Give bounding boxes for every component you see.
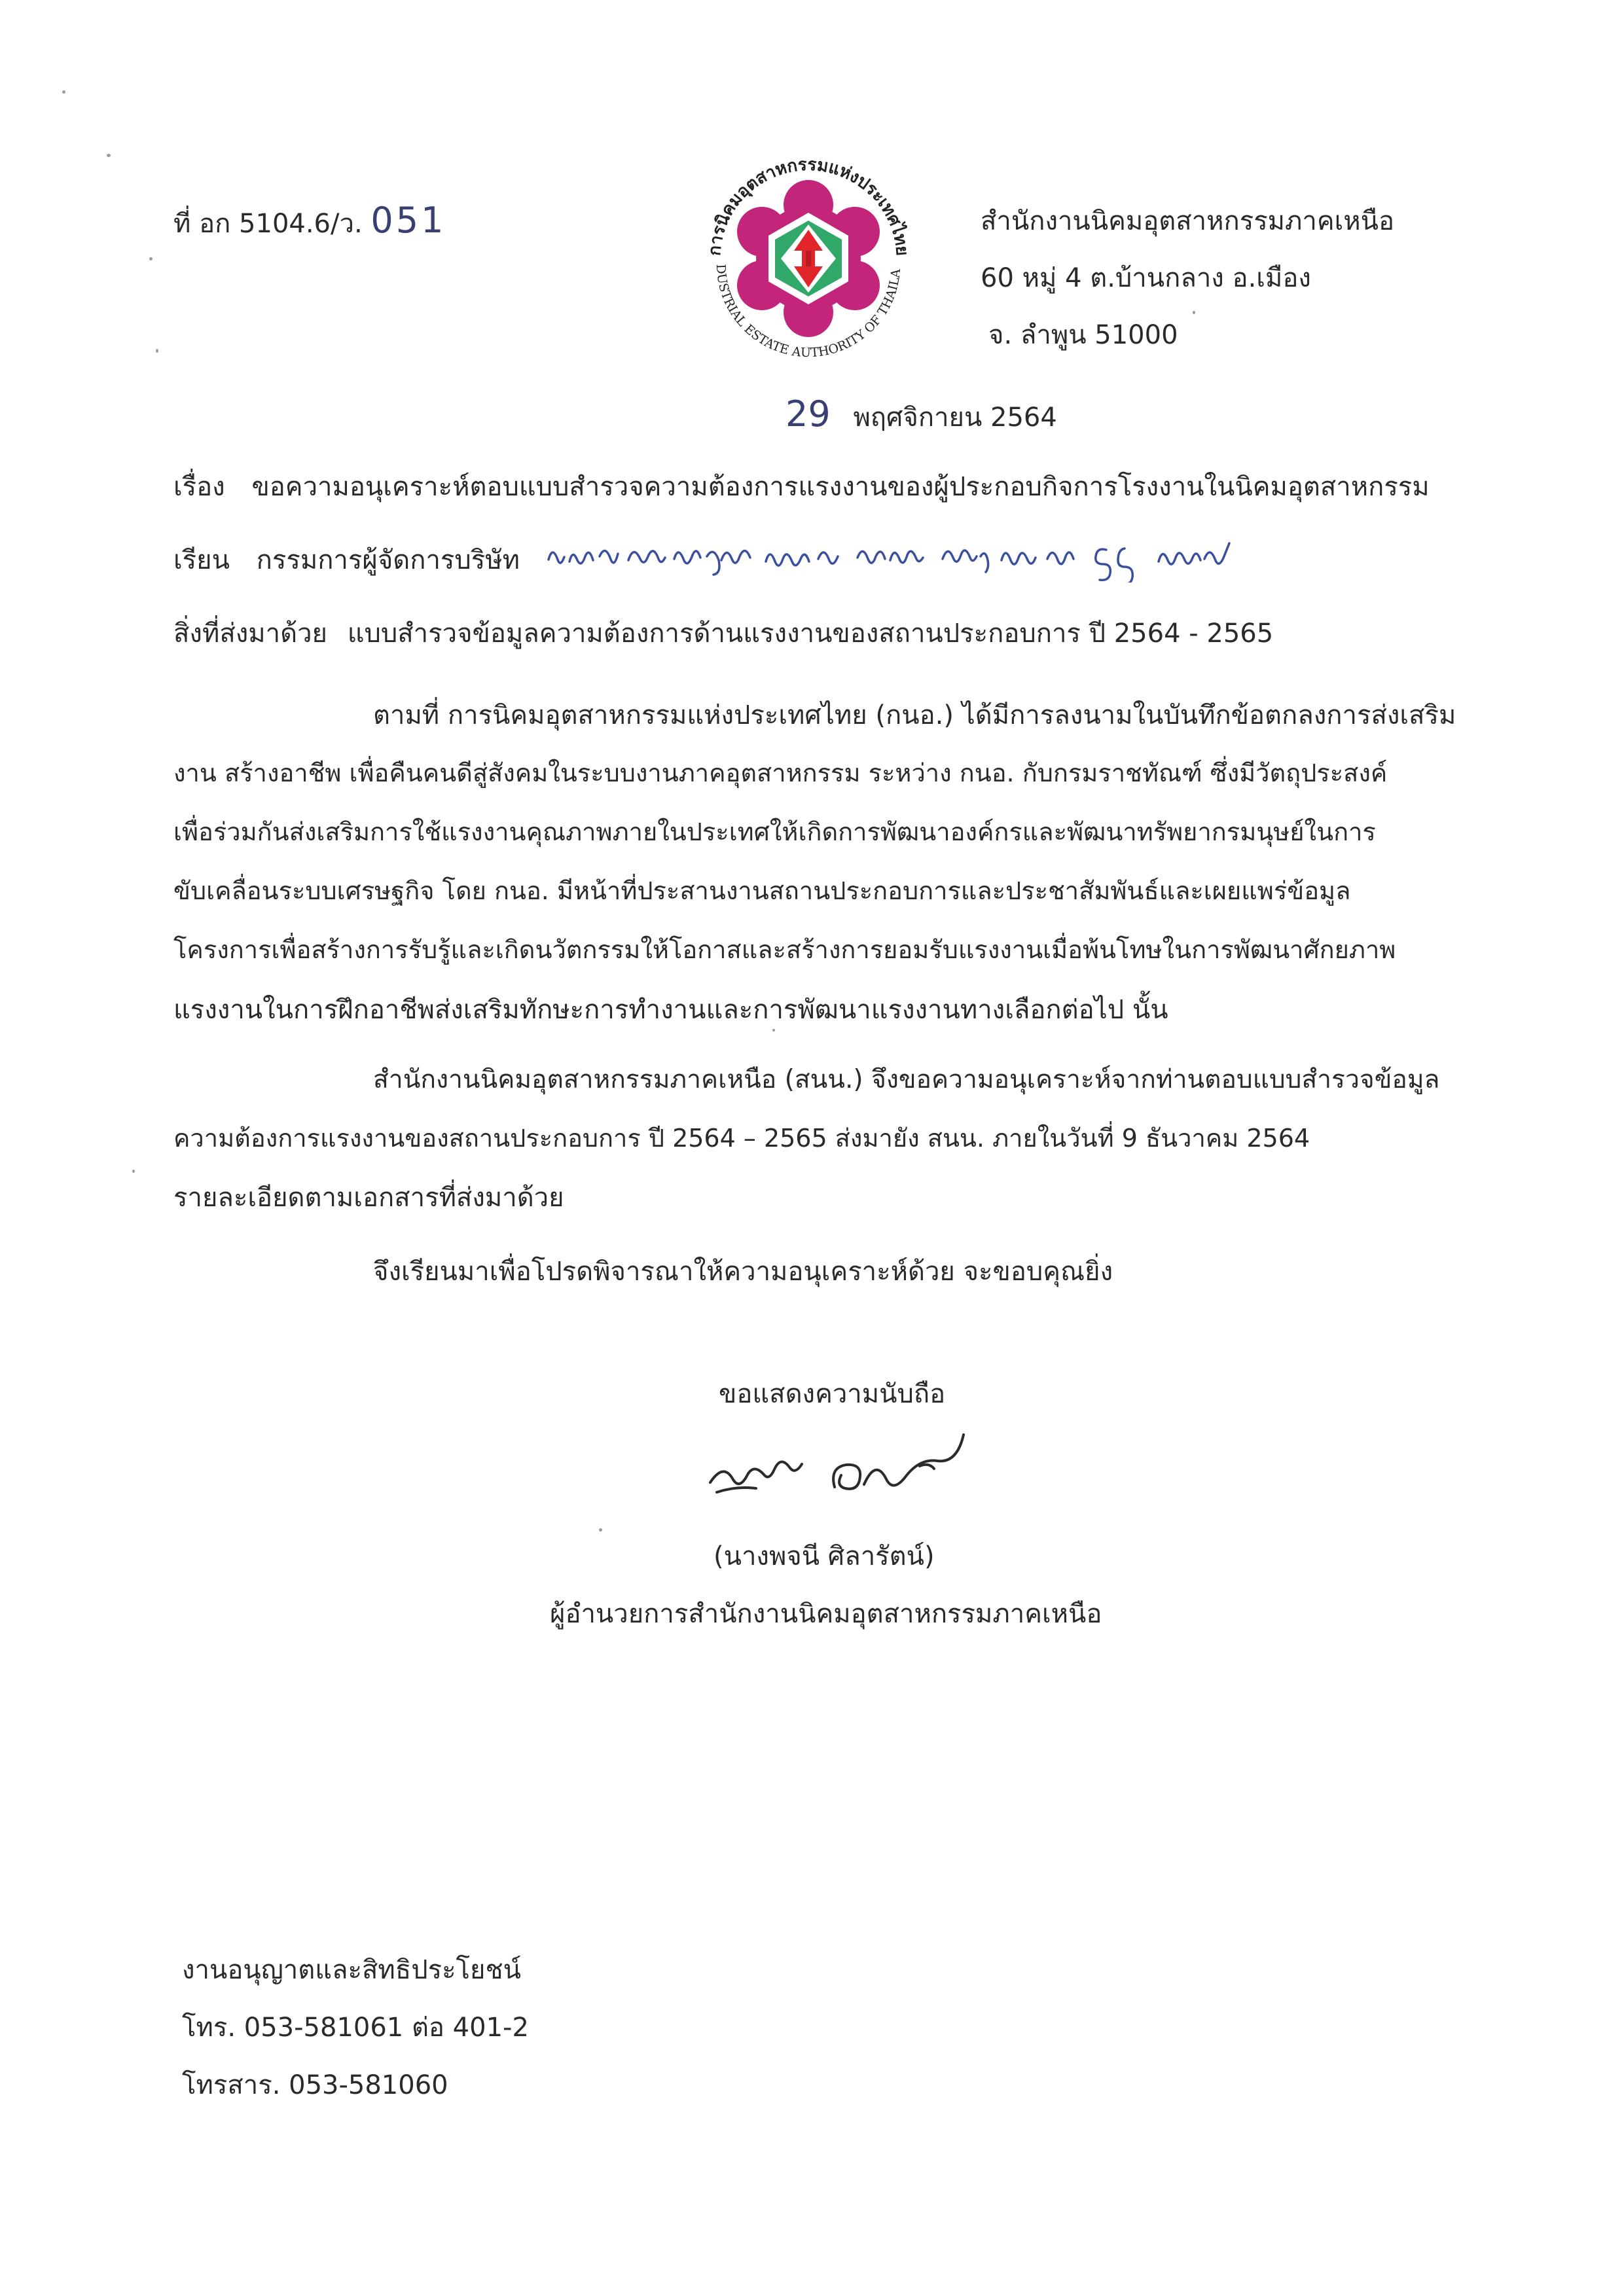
subject-label: เรื่อง xyxy=(173,472,225,502)
scan-speck xyxy=(107,154,111,157)
addressee-line xyxy=(173,547,520,573)
letter-date xyxy=(785,393,1057,435)
paragraph-1-line: แรงงานในการฝึกอาชีพส่งเสริมทักษะการทำงานและการพัฒนาแรงงานทางเลือกต่อไป นั้น xyxy=(173,995,1168,1025)
addressee-label: เรียน xyxy=(173,545,230,575)
scan-speck xyxy=(132,1170,135,1173)
paragraph-1-line: ตามที่ การนิคมอุตสาหกรรมแห่งประเทศไทย (กนอ.) ได้มีการลงนามในบันทึกข้อตกลงการส่งเสริม xyxy=(373,700,1456,730)
date-day-handwritten: 29 xyxy=(785,393,831,435)
signatory-position: ผู้อำนวยการสำนักงานนิคมอุตสาหกรรมภาคเหนือ xyxy=(550,1599,1102,1629)
closing-request: จึงเรียนมาเพื่อโปรดพิจารณาให้ความอนุเคราะห์ด้วย จะขอบคุณยิ่ง xyxy=(373,1257,1113,1287)
paragraph-1-line: โครงการเพื่อสร้างการรับรู้และเกิดนวัตกรรมให้โอกาสและสร้างการยอมรับแรงงานเมื่อพ้นโทษในการพัฒนาศักยภาพ xyxy=(173,935,1396,964)
ieat-logo xyxy=(691,141,926,376)
paragraph-2-line: สำนักงานนิคมอุตสาหกรรมภาคเหนือ (สนน.) จึงขอความอนุเคราะห์จากท่านตอบแบบสำรวจข้อมูล xyxy=(373,1065,1440,1094)
address-line-1: สำนักงานนิคมอุตสาหกรรมภาคเหนือ xyxy=(981,206,1395,236)
enclosure-line xyxy=(173,620,1273,647)
paragraph-1-line: ขับเคลื่อนระบบเศรษฐกิจ โดย กนอ. มีหน้าที่ประสานงานสถานประกอบการและประชาสัมพันธ์และเผยแพร่ข้อมูล xyxy=(173,876,1351,905)
subject-text: ขอความอนุเคราะห์ตอบแบบสำรวจความต้องการแรงงานของผู้ประกอบกิจการโรงงานในนิคมอุตสาหกรรม xyxy=(251,472,1430,502)
footer-phone: โทร. 053-581061 ต่อ 401-2 xyxy=(182,2013,529,2043)
enclosure-label: สิ่งที่ส่งมาด้วย xyxy=(173,619,327,649)
logo-thai-name: การนิคมอุตสาหกรรมแห่งประเทศไทย xyxy=(704,154,912,257)
scan-speck xyxy=(599,1528,602,1532)
signature-graphic xyxy=(704,1427,1005,1512)
handwritten-signature xyxy=(704,1427,1005,1512)
scan-speck xyxy=(149,257,153,260)
paragraph-2-line: รายละเอียดตามเอกสารที่ส่งมาด้วย xyxy=(173,1183,564,1213)
reference-prefix: ที่ อก 5104.6/ว. xyxy=(173,209,363,239)
complimentary-close: ขอแสดงความนับถือ xyxy=(719,1379,946,1409)
scan-speck xyxy=(156,349,158,353)
scan-speck xyxy=(772,1029,775,1031)
address-line-3: จ. ลำพูน 51000 xyxy=(988,320,1178,350)
date-month-year: พฤศจิกายน 2564 xyxy=(853,403,1057,433)
addressee-text: กรรมการผู้จัดการบริษัท xyxy=(256,545,520,575)
paragraph-1-line: งาน สร้างอาชีพ เพื่อคืนคนดีสู่สังคมในระบบงานภาคอุตสาหกรรม ระหว่าง กนอ. กับกรมราชทัณฑ์ ซึ่งมีวัตถุประสงค์ xyxy=(173,759,1388,787)
logo-english-name: DUSTRIAL ESTATE AUTHORITY OF THAILA xyxy=(713,263,903,361)
subject-line xyxy=(173,474,1430,500)
ieat-logo-graphic xyxy=(691,141,926,376)
enclosure-text: แบบสำรวจข้อมูลความต้องการด้านแรงงานของสถานประกอบการ ปี 2564 - 2565 xyxy=(347,619,1274,649)
scan-speck xyxy=(1193,311,1195,314)
reference-handwritten-number: 051 xyxy=(370,200,446,241)
addressee-handwriting-graphic xyxy=(543,530,1250,583)
address-line-2: 60 หมู่ 4 ต.บ้านกลาง อ.เมือง xyxy=(981,263,1311,293)
paragraph-2-line: ความต้องการแรงงานของสถานประกอบการ ปี 2564 – 2565 ส่งมายัง สนน. ภายในวันที่ 9 ธันวาคม 2564 xyxy=(173,1124,1310,1153)
reference-number xyxy=(173,200,446,241)
signatory-name: (นางพจนี ศิลารัตน์) xyxy=(713,1541,935,1571)
paragraph-1-line: เพื่อร่วมกันส่งเสริมการใช้แรงงานคุณภาพภายในประเทศให้เกิดการพัฒนาองค์กรและพัฒนาทรัพยากรมนุษย์ในการ xyxy=(173,817,1376,846)
addressee-handwritten xyxy=(543,530,1250,583)
footer-fax: โทรสาร. 053-581060 xyxy=(182,2070,448,2100)
scan-speck xyxy=(62,90,65,94)
footer-department: งานอนุญาตและสิทธิประโยชน์ xyxy=(182,1955,521,1985)
